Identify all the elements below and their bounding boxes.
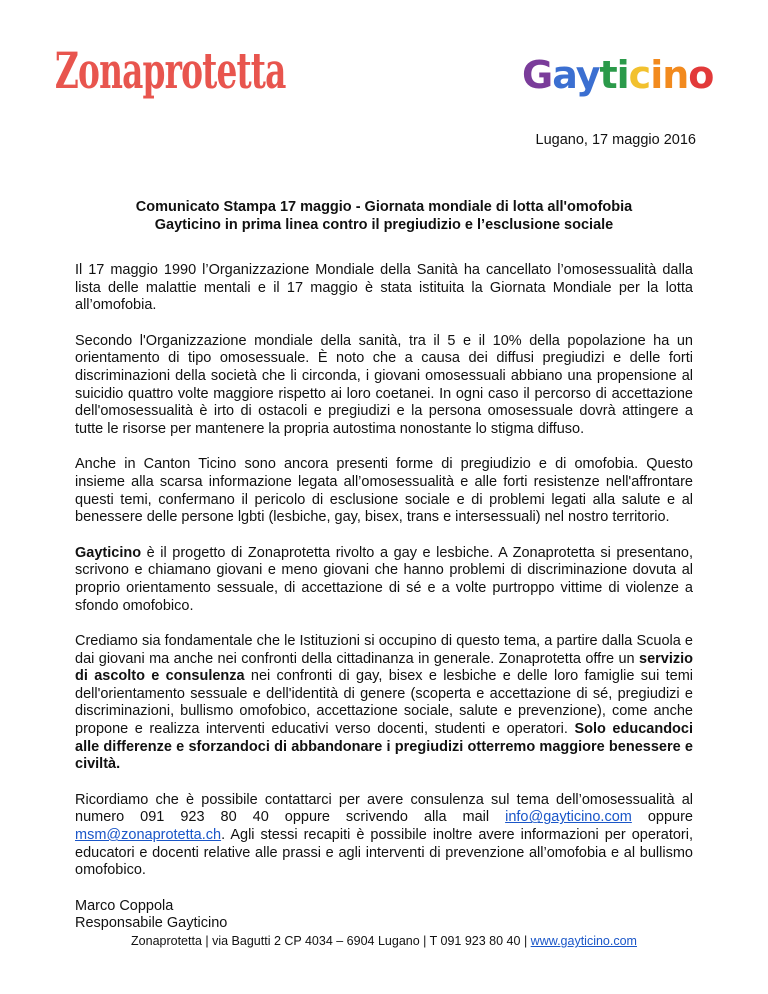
letter-date: Lugano, 17 maggio 2016 (535, 132, 696, 148)
letter-body (75, 262, 693, 933)
paragraph-5 (75, 633, 693, 774)
paragraph-1: Il 17 maggio 1990 l’Organizzazione Mondiale della Sanità ha cancellato l’omosessualità dalla lista delle malattie mentali e il 17 maggio è stata istituita la Giornata Mondiale per la lotta all’omofobia. (75, 262, 693, 314)
signature-name: Marco Coppola (75, 897, 174, 914)
paragraph-3: Anche in Canton Ticino sono ancora presenti forme di pregiudizio e di omofobia. Questo insieme alla scarsa informazione legata all’omosessualità e alle forti resistenze nell'affrontare questi temi, confermano il pericolo di esclusione sociale e di problemi legati alla salute e al benessere delle persone lgbti (lesbiche, gay, bisex, trans e intersessuali) nel nostro territorio. (75, 456, 693, 526)
paragraph-5-text-a: Crediamo sia fondamentale che le Istituzioni si occupino di questo tema, a partire dalla Scuola e dai giovani ma anche nei confronti della cittadinanza in generale. Zonaprotetta offre un (75, 633, 693, 667)
service-bold: servizio di ascolto e consulenza (75, 650, 693, 685)
title-line-2: Gayticino in prima linea contro il pregiudizio e l’esclusione sociale (154, 217, 614, 233)
paragraph-5-text-b: nei confronti di gay, bisex e lesbiche e delle loro famiglie sui temi dell'orientamento sessuale e dell'identità di genere (scoperta e accettazione di sé, pregiudizi e discriminazioni, bullismo omofobico, accettazione sociale, salute e prevenzione), come anche propone e realizza interventi educativi verso docenti, studenti e operatori. (75, 668, 693, 738)
svg-text:Zonaprotetta: Zonaprotetta (54, 40, 286, 100)
svg-text:Gayticino: Gayticino (522, 53, 714, 97)
footer (0, 934, 768, 948)
signature-role: Responsabile Gayticino (75, 915, 228, 932)
press-release-title (75, 198, 693, 234)
paragraph-4-text: è il progetto di Zonaprotetta rivolto a gay e lesbiche. A Zonaprotetta si presentano, scrivono e chiamano giovani e meno giovani che hanno problemi di discriminazione dovuta al proprio orientamento sessuale, di accettazione di sé e a volte purtroppo vittime di violenze a sfondo omofobico. (75, 544, 693, 614)
email-link-info[interactable]: info@gayticino.com (505, 809, 632, 826)
title-line-1: Comunicato Stampa 17 maggio - Giornata mondiale di lotta all'omofobia (135, 199, 633, 215)
paragraph-6-text-b: oppure (631, 809, 693, 826)
paragraph-6-text-a: Ricordiamo che è possibile contattarci per avere consulenza sul tema dell’omosessualità al numero 091 923 80 40 oppure scrivendo alla mail (75, 791, 693, 826)
gayticino-bold: Gayticino (75, 544, 142, 561)
footer-website-link[interactable]: www.gayticino.com (530, 934, 637, 948)
paragraph-6 (75, 792, 693, 880)
gayticino-logo (518, 48, 728, 100)
zonaprotetta-logo (50, 28, 286, 124)
paragraph-2: Secondo l'Organizzazione mondiale della sanità, tra il 5 e il 10% della popolazione ha un orientamento di tipo omosessuale. È noto che a causa dei diffusi pregiudizi e delle forti discriminazioni della società che li circonda, i giovani omosessuali abbiano una propensione al suicidio quattro volte maggiore rispetto ai loro coetanei. In ogni caso il percorso di accettazione dell'omosessualità è irto di ostacoli e pregiudizi e la persona omosessuale dovrà attingere a tutte le risorse per mantenere la propria autostima nonostante lo stigma diffuso. (75, 332, 693, 437)
footer-text: Zonaprotetta | via Bagutti 2 CP 4034 – 6904 Lugano | T 091 923 80 40 | (131, 934, 531, 948)
email-link-msm[interactable]: msm@zonaprotetta.ch (75, 827, 222, 844)
paragraph-4 (75, 545, 693, 615)
paragraph-6-text-c: . Agli stessi recapiti è possibile inoltre avere informazioni per operatori, educatori e docenti relative alle prassi e agli interventi di prevenzione all’omofobia e al bullismo omofobico. (75, 827, 693, 879)
closing-statement-bold: Solo educandoci alle differenze e sforzandoci di abbandonare i pregiudizi otterremo maggiore benessere e civiltà. (75, 721, 693, 773)
